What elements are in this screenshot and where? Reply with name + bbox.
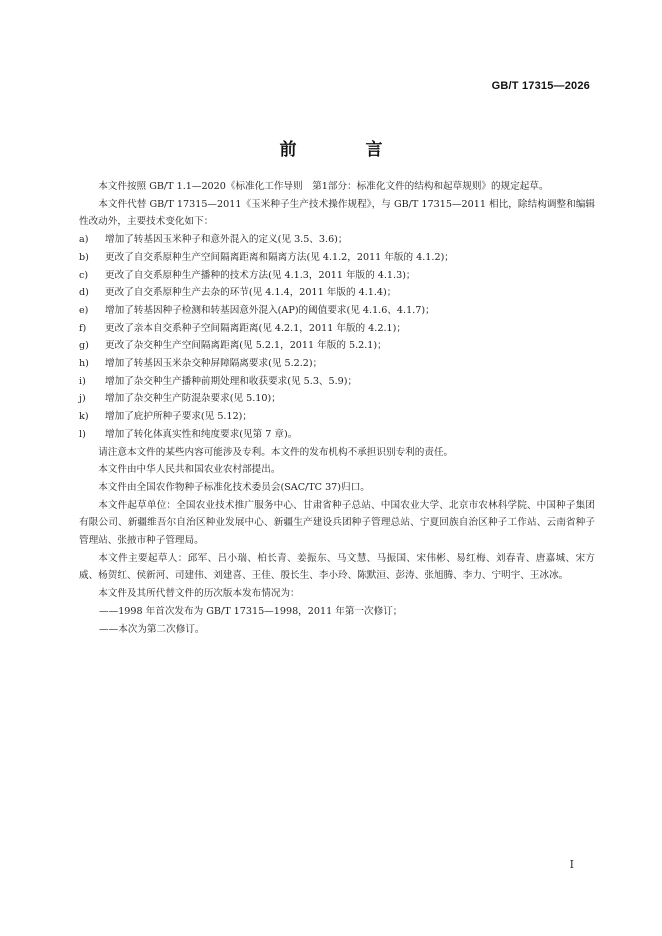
- change-item-label: l): [79, 428, 86, 440]
- change-item-text: 更改了杂交种生产空间隔离距离(见 5.2.1，2011 年版的 5.2.1)；: [105, 340, 387, 352]
- change-item-text: 增加了庇护所种子要求(见 5.12)；: [105, 411, 253, 423]
- change-item: [79, 302, 595, 320]
- change-item: [79, 426, 595, 444]
- committee-paragraph: 本文件由全国农作物种子标准化技术委员会(SAC/TC 37)归口。: [98, 481, 370, 493]
- change-item-label: h): [79, 358, 89, 370]
- change-item-text: 更改了自交系原种生产去杂的环节(见 4.1.4，2011 年版的 4.1.4)；: [105, 287, 397, 299]
- change-item-label: i): [79, 375, 86, 387]
- change-item: [79, 337, 595, 355]
- change-item-label: c): [79, 269, 89, 281]
- page-number: I: [569, 858, 574, 871]
- drafting-units-paragraph: 本文件起草单位：全国农业技术推广服务中心、甘肃省种子总站、中国农业大学、北京市农林科学院、中国种子集团有限公司、新疆维吾尔自治区种业发展中心、新疆生产建设兵团种子管理总站、宁夏回族自治区种子工作站、云南省种子管理站、张掖市种子管理局。: [79, 499, 595, 547]
- paragraph: 本文件按照 GB/T 1.1—2020《标准化工作导则 第1部分：标准化文件的结构和起草规则》的规定起草。: [98, 181, 549, 192]
- change-item-text: 增加了杂交种生产播种前期处理和收获要求(见 5.3、5.9)；: [105, 375, 358, 387]
- change-item-label: j): [79, 393, 86, 405]
- history-intro: 本文件及其所代替文件的历次版本发布情况为：: [98, 588, 300, 600]
- change-item: [79, 408, 595, 426]
- change-item: [79, 373, 595, 391]
- change-item-text: 增加了转基因玉米杂交种屏障隔离要求(见 5.2.2)；: [105, 358, 323, 370]
- drafters-paragraph: 本文件主要起草人：邱军、吕小瑞、柏长青、姜振东、马文慧、马振国、宋伟彬、易红梅、刘春青、唐嘉城、宋方威、杨贺红、侯新河、司建伟、刘建喜、王佳、殷长生、李小玲、陈默洹、彭涛、张旭腾、李力、宁明宇、王冰冰。: [79, 552, 595, 582]
- paragraph: 本文件代替 GB/T 17315—2011《玉米种子生产技术操作规程》，与 GB/T 17315—2011 相比，除结构调整和编辑性改动外，主要技术变化如下：: [79, 198, 595, 228]
- change-item-label: g): [79, 340, 89, 352]
- patent-notice: 请注意本文件的某些内容可能涉及专利。本文件的发布机构不承担识别专利的责任。: [98, 446, 454, 458]
- change-item-label: k): [79, 411, 89, 423]
- change-item: [79, 249, 595, 267]
- change-item: [79, 267, 595, 285]
- change-item-text: 增加了转化体真实性和纯度要求(见第 7 章)。: [105, 428, 298, 440]
- change-item: [79, 320, 595, 338]
- change-item-text: 更改了自交系原种生产播种的技术方法(见 4.1.3，2011 年版的 4.1.3)；: [105, 269, 416, 281]
- change-item-text: 更改了自交系原种生产空间隔离距离和隔离方法(见 4.1.2，2011 年版的 4.1.2)；: [105, 251, 454, 263]
- history-item: ——1998 年首次发布为 GB/T 17315—1998，2011 年第一次修订；: [99, 605, 403, 617]
- change-item-text: 增加了转基因玉米种子和意外混入的定义(见 3.5、3.6)；: [105, 234, 348, 246]
- change-item: [79, 390, 595, 408]
- history-item: ——本次为第二次修订。: [99, 623, 205, 635]
- change-item-label: f): [79, 322, 87, 334]
- standard-code: GB/T 17315—2026: [491, 80, 590, 92]
- change-item-label: d): [79, 287, 89, 299]
- page-title: 前 言: [279, 140, 409, 160]
- change-item-label: a): [79, 234, 89, 246]
- change-item-text: 增加了杂交种生产防混杂要求(见 5.10)；: [105, 393, 281, 405]
- change-item-label: e): [79, 304, 89, 316]
- change-item-label: b): [79, 251, 89, 263]
- proposer-paragraph: 本文件由中华人民共和国农业农村部提出。: [98, 464, 281, 476]
- change-item: [79, 355, 595, 373]
- foreword-body: [79, 178, 595, 638]
- change-item: [79, 284, 595, 302]
- change-item: [79, 231, 595, 249]
- change-item-text: 更改了亲本自交系种子空间隔离距离(见 4.2.1，2011 年版的 4.2.1)；: [105, 322, 406, 334]
- change-item-text: 增加了转基因种子检测和转基因意外混入(AP)的阈值要求(见 4.1.6、4.1.7)；: [105, 304, 435, 316]
